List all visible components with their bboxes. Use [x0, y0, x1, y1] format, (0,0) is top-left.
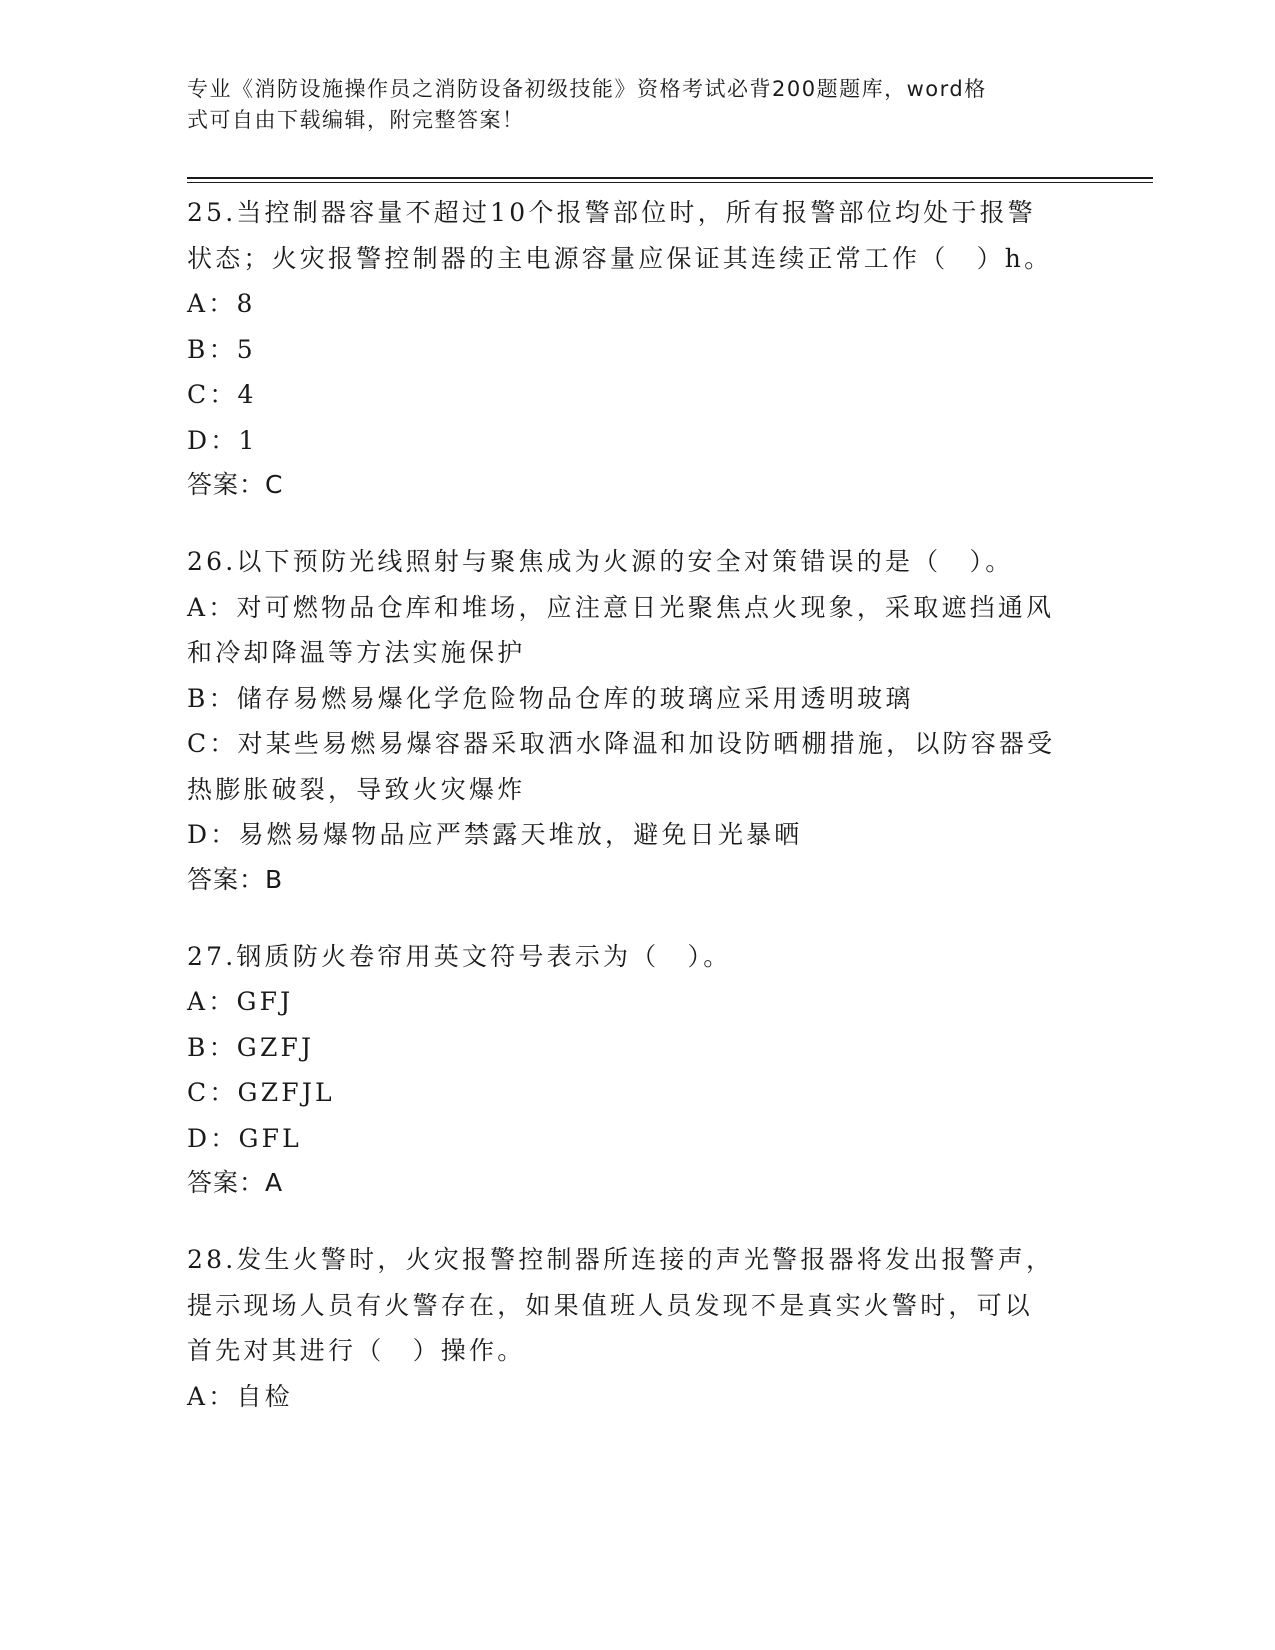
option-b: B：GZFJ	[187, 1032, 315, 1062]
header-divider-thick	[187, 177, 1153, 179]
answer-line: 答案：B	[187, 864, 284, 894]
option-a: A：GFJ	[187, 987, 294, 1016]
option-c: C：对某些易燃易爆容器采取洒水降温和加设防晒棚措施，以防容器受	[187, 729, 1056, 758]
option-a-continued: 和冷却降温等方法实施保护	[187, 638, 526, 667]
question-stem-line: 27.钢质防火卷帘用英文符号表示为（ ）。	[187, 941, 732, 971]
header-divider-thin	[187, 182, 1153, 183]
option-d: D：GFL	[187, 1123, 302, 1153]
answer-line: 答案：C	[187, 470, 284, 499]
question-25	[187, 190, 1087, 507]
question-stem-line: 首先对其进行（ ）操作。	[187, 1336, 526, 1365]
question-stem-line: 提示现场人员有火警存在，如果值班人员发现不是真实火警时，可以	[187, 1290, 1034, 1320]
option-b: B：5	[187, 334, 256, 364]
question-26	[187, 539, 1087, 902]
question-27	[187, 934, 1087, 1206]
option-d: D：1	[187, 425, 258, 455]
answer-line: 答案：A	[187, 1168, 284, 1197]
question-stem-line: 状态；火灾报警控制器的主电源容量应保证其连续正常工作（ ）h。	[187, 243, 1053, 273]
option-c-continued: 热膨胀破裂，导致火灾爆炸	[187, 774, 526, 804]
question-stem-line: 28.发生火警时，火灾报警控制器所连接的声光警报器将发出报警声，	[187, 1245, 1055, 1274]
question-28	[187, 1237, 1087, 1419]
question-stem-line: 26.以下预防光线照射与聚焦成为火源的安全对策错误的是（ ）。	[187, 547, 1014, 576]
option-b: B：储存易燃易爆化学危险物品仓库的玻璃应采用透明玻璃	[187, 683, 914, 713]
question-list	[187, 190, 1087, 1451]
option-c: C：4	[187, 380, 257, 409]
option-d: D：易燃易爆物品应严禁露天堆放，避免日光暴晒	[187, 820, 803, 849]
option-a: A：自检	[187, 1381, 293, 1411]
header-line-2: 式可自由下载编辑，附完整答案！	[187, 108, 525, 132]
question-stem-line: 25.当控制器容量不超过10个报警部位时，所有报警部位均处于报警	[187, 198, 1036, 227]
header-line-1: 专业《消防设施操作员之消防设备初级技能》资格考试必背200题题库，word格	[187, 77, 987, 101]
option-c: C：GZFJL	[187, 1078, 335, 1107]
option-a: A：8	[187, 289, 256, 318]
document-header	[187, 74, 1067, 136]
option-a: A：对可燃物品仓库和堆场，应注意日光聚焦点火现象，采取遮挡通风	[187, 592, 1055, 622]
